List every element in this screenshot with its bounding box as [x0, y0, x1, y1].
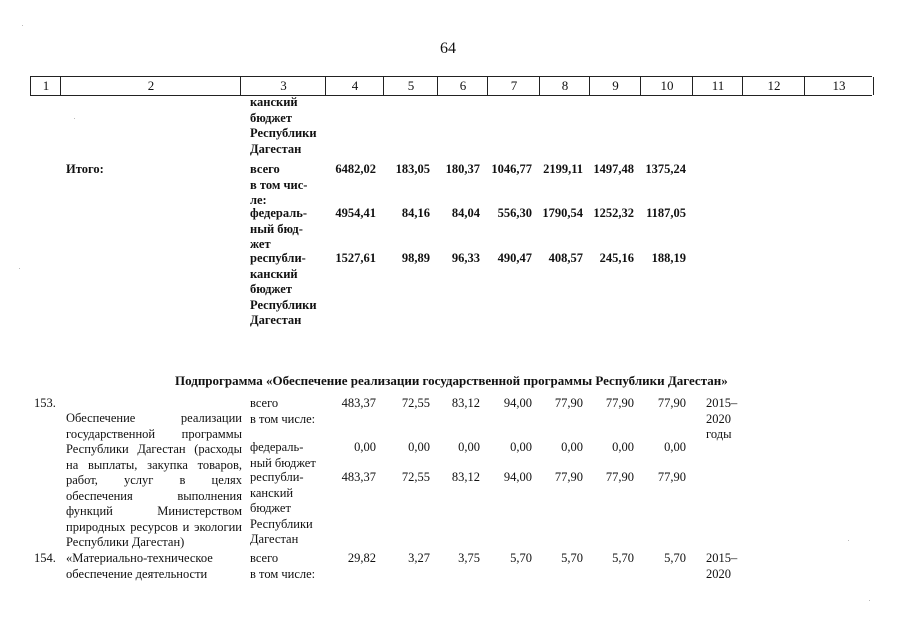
row-153-all-value: 83,12: [451, 396, 480, 410]
continuation-line: Дагестан: [250, 141, 302, 156]
total-republic-label-line: Дагестан: [250, 313, 302, 327]
total-all-label-line: в том чис-: [250, 177, 308, 192]
row-154-number: 154.: [34, 551, 56, 565]
row-153-all-value: 77,90: [554, 396, 583, 410]
total-federal-value: 1187,05: [646, 206, 686, 220]
scan-speck: [869, 600, 870, 601]
column-header-cell: 9: [589, 77, 641, 95]
row-153-republic-value: 83,12: [451, 470, 480, 484]
row-153-federal-value: 0,00: [561, 440, 583, 454]
row-154-all-value: 29,82: [347, 551, 376, 565]
row-154-all-value: 5,70: [510, 551, 532, 565]
total-federal-label-line: федераль-: [250, 206, 308, 220]
total-all-value: 6482,02: [335, 162, 376, 176]
total-federal-value: 84,16: [401, 206, 430, 220]
total-republic-value: 96,33: [451, 251, 480, 265]
column-header-cell: 4: [325, 77, 384, 95]
column-header-row: [30, 76, 872, 96]
row-153-all-label-line: в том числе:: [250, 411, 316, 426]
continuation-line: бюджет: [250, 110, 292, 125]
row-153-federal-value: 0,00: [408, 440, 430, 454]
total-all-value: 183,05: [395, 162, 430, 176]
row-153-all-label-line: всего: [250, 396, 279, 410]
row-154-all-value: 5,70: [561, 551, 583, 565]
row-153-republic-value: 94,00: [503, 470, 532, 484]
row-153-republic-value: 77,90: [554, 470, 583, 484]
page-number: 64: [440, 40, 456, 57]
total-federal-value: 84,04: [451, 206, 480, 220]
column-header-cell: 10: [640, 77, 693, 95]
continuation-line: канский: [250, 95, 298, 109]
total-republic-value: 490,47: [497, 251, 532, 265]
row-153-period-line: 2020: [706, 411, 731, 426]
row-154-all-value: 5,70: [664, 551, 686, 565]
scan-speck: [74, 118, 75, 119]
total-all-value: 2199,11: [543, 162, 583, 176]
total-republic-value: 188,19: [651, 251, 686, 265]
row-153-all-value: 483,37: [341, 396, 376, 410]
column-header-cell: 8: [539, 77, 590, 95]
total-federal-value: 556,30: [497, 206, 532, 220]
row-153-republic-value: 72,55: [401, 470, 430, 484]
row-153-republic-label-line: Республики: [250, 516, 313, 531]
total-label: Итого:: [66, 162, 104, 176]
column-header-cell: 3: [240, 77, 326, 95]
row-154-all-label-line: в том числе:: [250, 566, 316, 581]
row-153-federal-label-line: федераль-: [250, 440, 304, 454]
row-153-all-value: 94,00: [503, 396, 532, 410]
total-federal-value: 1790,54: [542, 206, 583, 220]
total-republic-label-line: канский: [250, 266, 298, 281]
row-153-all-value: 77,90: [657, 396, 686, 410]
row-154-period-line: 2015–: [706, 551, 738, 565]
total-republic-value: 408,57: [548, 251, 583, 265]
row-154-all-value: 5,70: [612, 551, 634, 565]
row-153-period-line: годы: [706, 427, 732, 441]
row-153-federal-value: 0,00: [664, 440, 686, 454]
total-republic-label-line: республи-: [250, 251, 306, 265]
scan-speck: [22, 25, 23, 26]
total-all-value: 1375,24: [645, 162, 686, 176]
row-153-number: 153.: [34, 396, 56, 410]
row-153-all-value: 77,90: [605, 396, 634, 410]
scan-speck: [848, 540, 849, 541]
row-153-federal-label-line: ный бюджет: [250, 455, 316, 470]
total-republic-value: 1527,61: [335, 251, 376, 265]
total-republic-value: 245,16: [599, 251, 634, 265]
total-federal-label-line: ный бюд-: [250, 221, 303, 236]
scan-speck: [19, 268, 20, 269]
row-153-republic-value: 483,37: [341, 470, 376, 484]
total-republic-value: 98,89: [401, 251, 430, 265]
row-153-republic-label-line: республи-: [250, 470, 304, 484]
row-153-federal-value: 0,00: [510, 440, 532, 454]
row-153-republic-value: 77,90: [605, 470, 634, 484]
total-all-value: 1046,77: [491, 162, 532, 176]
row-153-description: Обеспечение реализации государственной программы Республики Дагестан (расходы на выплаты, закупка товаров, работ, услуг в целях обеспечения выполнения функций Министерством природных ресурсов и экологии Республики Дагестан): [66, 411, 242, 549]
row-153-federal-value: 0,00: [612, 440, 634, 454]
row-154-all-value: 3,27: [408, 551, 430, 565]
row-153-federal-value: 0,00: [458, 440, 480, 454]
row-153-period-line: 2015–: [706, 396, 738, 410]
column-header-cell: 6: [437, 77, 488, 95]
column-header-cell: 5: [383, 77, 438, 95]
row-154-description-line: «Материально-техническое: [66, 551, 213, 565]
row-154-period-line: 2020: [706, 566, 731, 581]
row-153-all-value: 72,55: [401, 396, 430, 410]
row-153-republic-label-line: бюджет: [250, 501, 291, 515]
total-federal-value: 4954,41: [335, 206, 376, 220]
column-header-cell: 1: [30, 77, 61, 95]
column-header-cell: 12: [742, 77, 805, 95]
total-federal-label-line: жет: [250, 237, 271, 251]
row-153-federal-value: 0,00: [354, 440, 376, 454]
continuation-line: Республики: [250, 126, 317, 140]
row-154-all-value: 3,75: [458, 551, 480, 565]
total-all-value: 1497,48: [593, 162, 634, 176]
column-header-cell: 13: [804, 77, 874, 95]
row-153-republic-value: 77,90: [657, 470, 686, 484]
row-153-republic-label-line: Дагестан: [250, 532, 299, 546]
total-republic-label-line: бюджет: [250, 282, 292, 296]
row-154-description-line: обеспечение деятельности: [66, 566, 208, 581]
row-153-republic-label-line: канский: [250, 485, 294, 500]
total-all-label-line: всего: [250, 162, 280, 176]
total-federal-value: 1252,32: [593, 206, 634, 220]
subprogram-title: Подпрограмма «Обеспечение реализации государственной программы Республики Дагестан»: [175, 373, 728, 388]
total-republic-label-line: Республики: [250, 297, 317, 312]
row-154-all-label-line: всего: [250, 551, 279, 565]
column-header-cell: 7: [487, 77, 540, 95]
total-all-label-line: ле:: [250, 193, 267, 207]
column-header-cell: 2: [60, 77, 241, 95]
column-header-cell: 11: [692, 77, 743, 95]
total-all-value: 180,37: [445, 162, 480, 176]
